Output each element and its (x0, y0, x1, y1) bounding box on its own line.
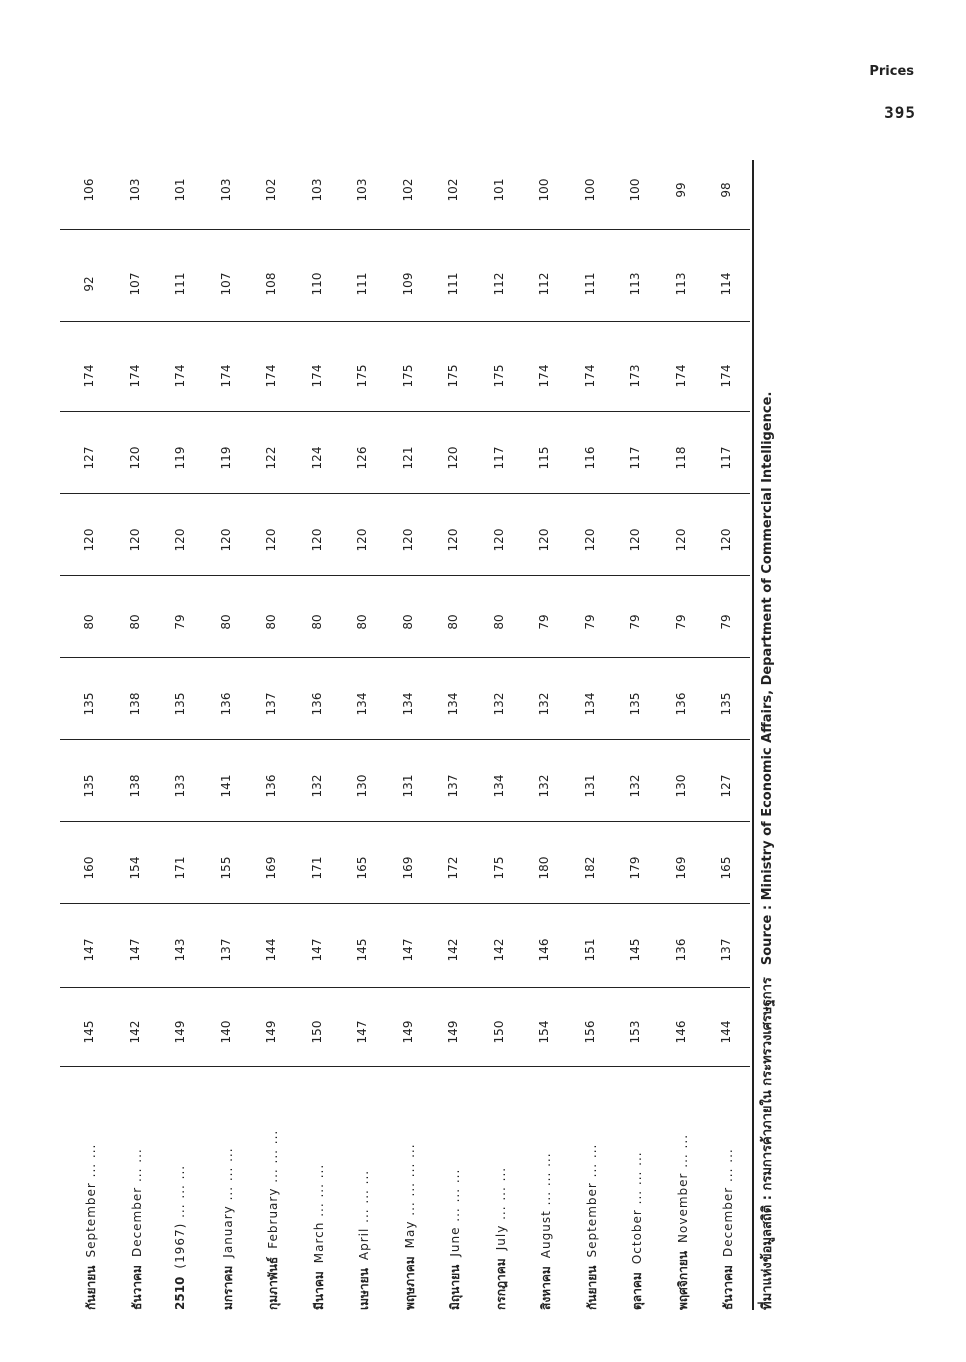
table-cell: 136 (309, 692, 324, 716)
column-divider (60, 987, 750, 988)
row-label-english: April ... ... ... (357, 1169, 371, 1261)
table-cell: 120 (309, 528, 324, 552)
table-cell: 113 (673, 272, 688, 296)
table-cell: 117 (491, 446, 506, 470)
table-cell: 103 (218, 178, 233, 202)
table-row (173, 130, 203, 1310)
table-cell: 126 (355, 446, 369, 470)
table-cell: 172 (446, 856, 460, 880)
table-cell: 156 (582, 1020, 597, 1044)
table-cell: 145 (82, 1020, 96, 1044)
table-cell: 142 (491, 938, 506, 962)
table-cell: 79 (719, 614, 733, 630)
table-cell: 114 (719, 272, 733, 296)
table-cell: 117 (719, 446, 733, 470)
table-cell: 135 (719, 692, 733, 716)
table-cell: 169 (400, 856, 415, 880)
table-cell: 169 (673, 856, 688, 880)
table-cell: 120 (400, 528, 415, 552)
table-cell: 179 (628, 856, 642, 880)
table-cell: 134 (446, 692, 460, 716)
table-cell: 149 (173, 1020, 187, 1044)
table-cell: 112 (537, 272, 551, 296)
table-cell: 120 (82, 528, 96, 552)
column-divider (60, 575, 750, 576)
row-label (492, 1070, 511, 1310)
table-cell: 132 (537, 692, 551, 716)
row-label (537, 1070, 556, 1310)
table-cell: 174 (218, 364, 233, 388)
table-cell: 147 (82, 938, 96, 962)
table-cell: 175 (446, 364, 460, 388)
table-cell: 134 (491, 774, 506, 798)
table-cell: 120 (127, 446, 142, 470)
table-cell: 110 (309, 272, 324, 296)
table-cell: 154 (537, 1020, 551, 1044)
table-cell: 80 (355, 614, 369, 630)
row-label-thai: กันยายน (584, 1265, 599, 1310)
table-cell: 101 (173, 178, 187, 202)
table-cell: 144 (719, 1020, 733, 1044)
row-label-thai: 2510 (173, 1276, 187, 1310)
table-cell: 153 (628, 1020, 642, 1044)
table-cell: 79 (582, 614, 597, 630)
table-cell: 80 (218, 614, 233, 630)
table-cell: 174 (127, 364, 142, 388)
table-cell: 127 (719, 774, 733, 798)
table-cell: 135 (82, 692, 96, 716)
table-cell: 112 (491, 272, 506, 296)
table-cell: 117 (628, 446, 642, 470)
column-divider (60, 657, 750, 658)
table-cell: 155 (218, 856, 233, 880)
table-cell: 174 (537, 364, 551, 388)
column-divider (60, 493, 750, 494)
row-label-english: November ... ... (675, 1133, 690, 1243)
table-cell: 111 (582, 272, 597, 296)
table-cell: 145 (355, 938, 369, 962)
table-cell: 174 (309, 364, 324, 388)
table-row (128, 130, 158, 1310)
row-label-english: May ... ... ... ... (402, 1143, 417, 1249)
table-cell: 165 (355, 856, 369, 880)
table-cell: 109 (400, 272, 415, 296)
table-cell: 175 (491, 364, 506, 388)
table-cell: 80 (264, 614, 278, 630)
table-cell: 124 (309, 446, 324, 470)
table-cell: 102 (400, 178, 415, 202)
table-cell: 174 (582, 364, 597, 388)
table-cell: 174 (173, 364, 187, 388)
table-cell: 132 (309, 774, 324, 798)
table-row (583, 130, 613, 1310)
table-row (537, 130, 567, 1310)
column-divider (60, 739, 750, 740)
table-cell: 103 (127, 178, 142, 202)
page-header-title: Prices (869, 64, 914, 79)
table-cell: 120 (446, 528, 460, 552)
table-cell: 135 (173, 692, 187, 716)
row-label (628, 1070, 647, 1310)
table-cell: 116 (582, 446, 597, 470)
row-label-thai: มกราคม (220, 1265, 235, 1310)
table-cell: 151 (582, 938, 597, 962)
page-number: 395 (884, 103, 916, 122)
row-label-english: (1967) ... ... ... (173, 1164, 187, 1269)
table-cell: 120 (719, 528, 733, 552)
table-cell: 150 (309, 1020, 324, 1044)
table-cell: 146 (537, 938, 551, 962)
table-cell: 120 (127, 528, 142, 552)
row-label-thai: สิงหาคม (539, 1266, 553, 1310)
table-cell: 169 (264, 856, 278, 880)
row-label-english: August ... ... ... (539, 1152, 553, 1259)
table-cell: 99 (673, 182, 688, 198)
table-cell: 127 (82, 446, 96, 470)
table-cell: 142 (127, 1020, 142, 1044)
table-cell: 173 (628, 364, 642, 388)
table-cell: 165 (719, 856, 733, 880)
table-cell: 149 (400, 1020, 415, 1044)
row-label-thai: พฤศจิกายน (675, 1250, 690, 1310)
table-cell: 174 (264, 364, 278, 388)
table-cell: 175 (491, 856, 506, 880)
table-cell: 113 (628, 272, 642, 296)
row-label-thai: กรกฎาคม (493, 1258, 508, 1310)
table-row (355, 130, 385, 1310)
table-cell: 149 (446, 1020, 460, 1044)
table-cell: 119 (173, 446, 187, 470)
table-cell: 101 (491, 178, 506, 202)
table-cell: 120 (491, 528, 506, 552)
table-cell: 80 (491, 614, 506, 630)
row-label-thai: ธันวาคม (721, 1265, 735, 1310)
row-label (219, 1070, 238, 1310)
row-label (82, 1070, 101, 1310)
table-row (719, 130, 749, 1310)
table-cell: 102 (264, 178, 278, 202)
table-cell: 134 (582, 692, 597, 716)
source-note-thai: ที่มาแห่งข้อมูลสถิติ : กรมการค้าภายใน กระทรวงเศรษฐการ (760, 977, 775, 1310)
table-row (82, 130, 112, 1310)
table-cell: 136 (218, 692, 233, 716)
table-row (674, 130, 704, 1310)
column-divider (60, 821, 750, 822)
source-note-english: Source : Ministry of Economic Affairs, Department of Commercial Intelligence. (760, 391, 775, 966)
table-cell: 103 (355, 178, 369, 202)
row-label (310, 1070, 329, 1310)
row-label (583, 1070, 602, 1310)
table-cell: 147 (309, 938, 324, 962)
table-cell: 182 (582, 856, 597, 880)
table-row (310, 130, 340, 1310)
table-cell: 132 (491, 692, 506, 716)
table-cell: 149 (264, 1020, 278, 1044)
column-divider (60, 229, 750, 230)
table-cell: 138 (127, 774, 142, 798)
row-label-english: December ... ... (721, 1148, 735, 1258)
table-cell: 122 (264, 446, 278, 470)
table-cell: 141 (218, 774, 233, 798)
table-cell: 120 (673, 528, 688, 552)
table-cell: 137 (446, 774, 460, 798)
row-label (674, 1070, 693, 1310)
column-divider (60, 321, 750, 322)
table-cell: 92 (82, 276, 96, 292)
table-cell: 154 (127, 856, 142, 880)
table-cell: 130 (673, 774, 688, 798)
table-cell: 103 (309, 178, 324, 202)
row-label-english: June ... ... ... (448, 1168, 462, 1257)
row-label (264, 1070, 283, 1310)
table-cell: 80 (446, 614, 460, 630)
table-cell: 174 (719, 364, 733, 388)
row-label-english: February ... ... ... (266, 1129, 280, 1249)
table-cell: 100 (582, 178, 597, 202)
table-cell: 175 (355, 364, 369, 388)
table-cell: 102 (446, 178, 460, 202)
table-cell: 120 (628, 528, 642, 552)
table-cell: 80 (82, 614, 96, 630)
table-cell: 120 (355, 528, 369, 552)
table-cell: 130 (355, 774, 369, 798)
table-row (628, 130, 658, 1310)
row-label (355, 1070, 374, 1310)
row-label-thai: ธันวาคม (129, 1265, 144, 1310)
table-cell: 143 (173, 938, 187, 962)
table-row (492, 130, 522, 1310)
table-cell: 106 (82, 178, 96, 202)
table-cell: 135 (82, 774, 96, 798)
table-cell: 80 (400, 614, 415, 630)
table-cell: 174 (673, 364, 688, 388)
table-cell: 180 (537, 856, 551, 880)
table-cell: 131 (582, 774, 597, 798)
row-label-english: December ... ... (129, 1148, 144, 1258)
row-label (446, 1070, 465, 1310)
table-row (446, 130, 476, 1310)
row-label-english: January ... ... ... (220, 1147, 235, 1258)
rotated-table (60, 130, 775, 1310)
row-label-thai: กุมภาพันธ์ (266, 1256, 280, 1310)
table-cell: 107 (218, 272, 233, 296)
table-cell: 137 (218, 938, 233, 962)
table-cell: 111 (446, 272, 460, 296)
row-label-english: September ... ... (584, 1143, 599, 1258)
row-label (173, 1070, 187, 1310)
table-cell: 107 (127, 272, 142, 296)
table-cell: 111 (355, 272, 369, 296)
row-label-thai: ตุลาคม (630, 1272, 644, 1310)
column-divider (60, 411, 750, 412)
table-cell: 137 (719, 938, 733, 962)
column-divider (60, 1066, 750, 1067)
table-cell: 140 (218, 1020, 233, 1044)
table-cell: 98 (719, 182, 733, 198)
table-cell: 79 (537, 614, 551, 630)
column-divider (60, 903, 750, 904)
table-cell: 134 (355, 692, 369, 716)
table-cell: 175 (400, 364, 415, 388)
table-cell: 100 (628, 178, 642, 202)
table-cell: 174 (82, 364, 96, 388)
table-cell: 80 (127, 614, 142, 630)
table-cell: 146 (673, 1020, 688, 1044)
row-label-thai: มีนาคม (311, 1271, 326, 1310)
table-cell: 133 (173, 774, 187, 798)
row-label-english: October ... ... ... (630, 1151, 644, 1265)
table-cell: 120 (537, 528, 551, 552)
table-cell: 145 (628, 938, 642, 962)
table-cell: 108 (264, 272, 278, 296)
table-cell: 147 (127, 938, 142, 962)
row-label-english: March ... ... ... (311, 1163, 326, 1264)
table-cell: 135 (628, 692, 642, 716)
table-cell: 144 (264, 938, 278, 962)
table-cell: 120 (218, 528, 233, 552)
table-cell: 79 (628, 614, 642, 630)
table-cell: 120 (264, 528, 278, 552)
table-row (219, 130, 249, 1310)
table-cell: 132 (628, 774, 642, 798)
table-cell: 79 (673, 614, 688, 630)
source-note (756, 392, 777, 1310)
table-cell: 131 (400, 774, 415, 798)
table-cell: 138 (127, 692, 142, 716)
table-cell: 115 (537, 446, 551, 470)
table-cell: 120 (582, 528, 597, 552)
row-label (719, 1070, 738, 1310)
table-cell: 100 (537, 178, 551, 202)
table-row (401, 130, 431, 1310)
table-cell: 80 (309, 614, 324, 630)
table-cell: 147 (355, 1020, 369, 1044)
table-cell: 150 (491, 1020, 506, 1044)
table-cell: 160 (82, 856, 96, 880)
row-label-thai: เมษายน (357, 1268, 371, 1310)
table-row (264, 130, 294, 1310)
table-cell: 119 (218, 446, 233, 470)
table-cell: 120 (173, 528, 187, 552)
table-cell: 79 (173, 614, 187, 630)
table-cell: 118 (673, 446, 688, 470)
table-cell: 136 (264, 774, 278, 798)
table-cell: 121 (400, 446, 415, 470)
table-cell: 132 (537, 774, 551, 798)
table-cell: 142 (446, 938, 460, 962)
table-cell: 136 (673, 938, 688, 962)
table-cell: 134 (400, 692, 415, 716)
table-cell: 111 (173, 272, 187, 296)
table-cell: 120 (446, 446, 460, 470)
row-label-thai: พฤษภาคม (402, 1256, 417, 1310)
row-label-thai: กันยายน (84, 1265, 98, 1310)
row-label (128, 1070, 147, 1310)
table-cell: 171 (173, 856, 187, 880)
row-label (401, 1070, 420, 1310)
row-label-english: July ... ... ... (493, 1166, 508, 1251)
table-cell: 147 (400, 938, 415, 962)
table-bottom-rule (752, 160, 754, 1310)
row-label-thai: มิถุนายน (448, 1264, 462, 1310)
table-cell: 171 (309, 856, 324, 880)
table-cell: 136 (673, 692, 688, 716)
row-label-english: September ... ... (84, 1143, 98, 1258)
table-cell: 137 (264, 692, 278, 716)
